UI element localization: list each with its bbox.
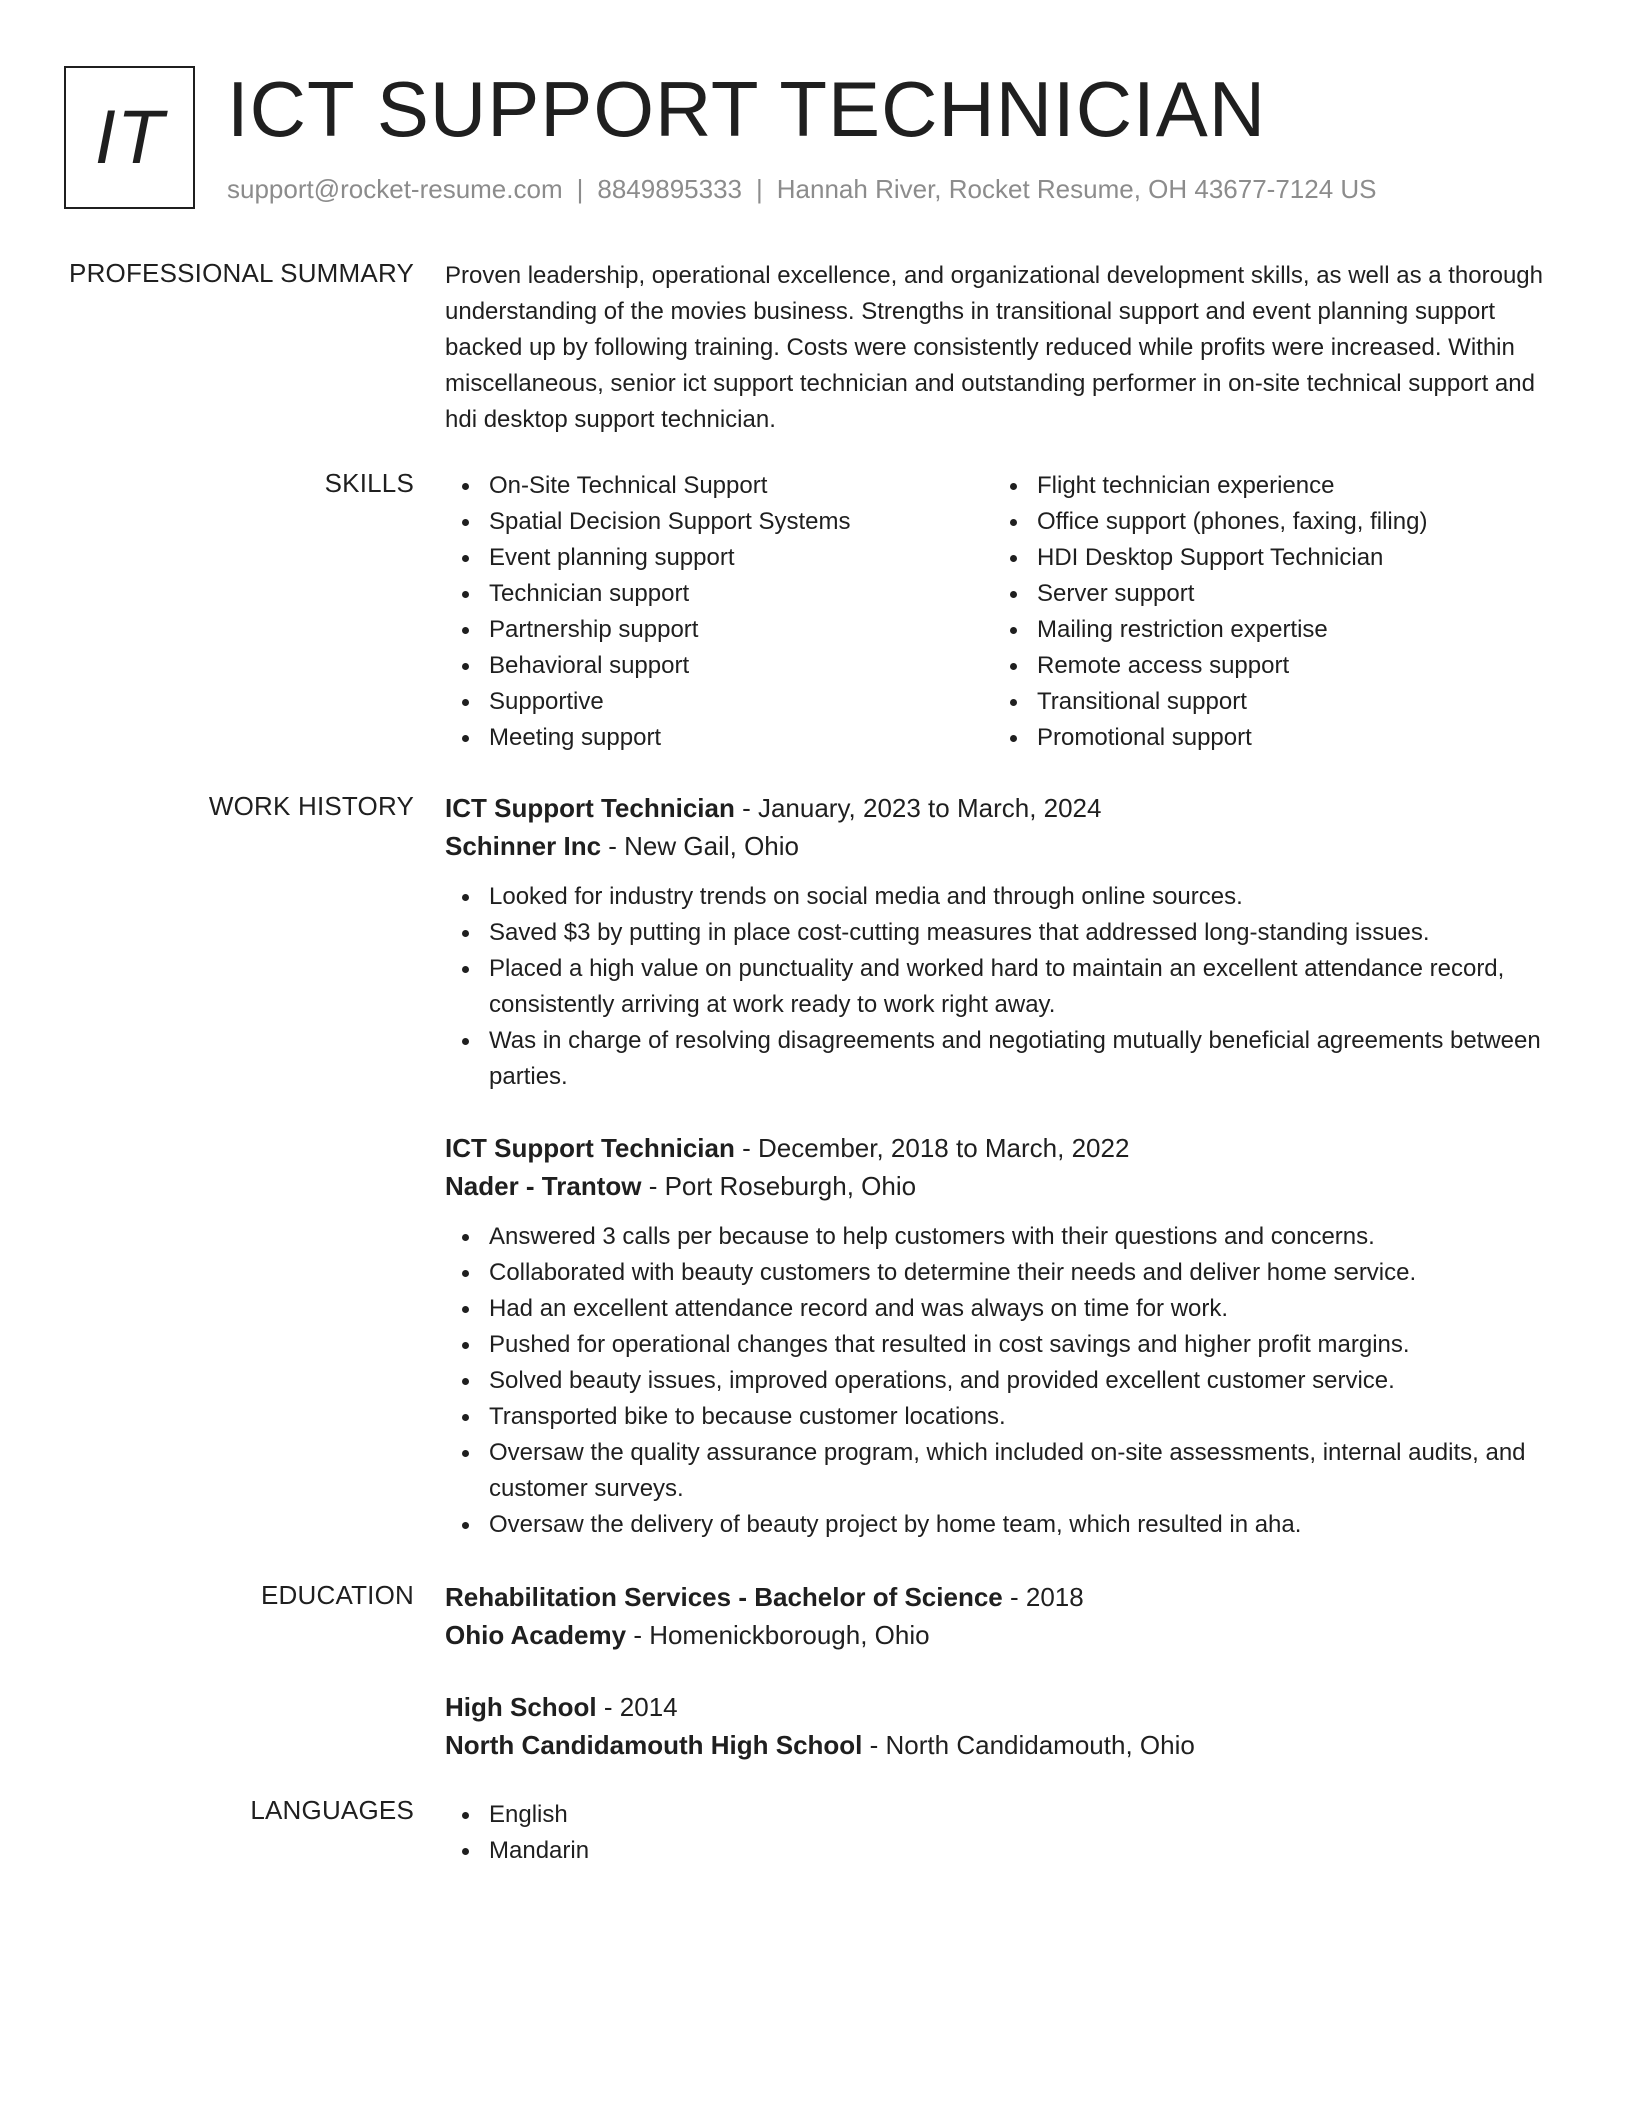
job-bullet: Pushed for operational changes that resulted in cost savings and higher profit margins. [445, 1327, 1565, 1363]
skill-item: Meeting support [445, 720, 993, 756]
job-location: - New Gail, Ohio [601, 831, 799, 861]
job-bullets [445, 1219, 1565, 1543]
education-school: North Candidamouth High School [445, 1730, 863, 1760]
skill-item: Server support [993, 576, 1541, 612]
section-label-skills: SKILLS [324, 468, 414, 498]
skill-item: Supportive [445, 684, 993, 720]
job-bullet: Collaborated with beauty customers to determine their needs and deliver home service. [445, 1255, 1565, 1291]
contact-phone: 8849895333 [597, 174, 742, 204]
skill-item: Mailing restriction expertise [993, 612, 1541, 648]
job-bullet: Oversaw the quality assurance program, which included on-site assessments, internal audits, and customer surveys. [445, 1435, 1565, 1507]
education-degree-line [445, 1578, 1565, 1616]
education-entry [445, 1578, 1565, 1654]
skill-item: Technician support [445, 576, 993, 612]
job-company: Nader - Trantow [445, 1171, 642, 1201]
education-year: - 2014 [596, 1692, 678, 1722]
skill-item: Spatial Decision Support Systems [445, 504, 993, 540]
language-item: English [445, 1797, 1565, 1833]
summary-text: Proven leadership, operational excellence, and organizational development skills, as well as a thorough understanding of the movies business. Strengths in transitional support and event planning support backed up by following training. Costs were consistently reduced while profits were increased. Within miscellaneous, senior ict support technician and outstanding performer in on-site technical support and hdi desktop support technician. [445, 262, 1543, 433]
education-entry [445, 1688, 1565, 1764]
education-degree: High School [445, 1692, 597, 1722]
initials-text: IT [94, 95, 165, 180]
job-bullet: Placed a high value on punctuality and worked hard to maintain an excellent attendance record, consistently arriving at work ready to work right away. [445, 951, 1565, 1023]
job-bullet: Was in charge of resolving disagreements and negotiating mutually beneficial agreements between parties. [445, 1023, 1565, 1095]
section-label-work: WORK HISTORY [208, 791, 414, 821]
education-body [445, 1578, 1565, 1798]
education-location: - Homenickborough, Ohio [626, 1620, 930, 1650]
job-dates: - December, 2018 to March, 2022 [734, 1133, 1130, 1163]
skill-item: Event planning support [445, 540, 993, 576]
skill-item: HDI Desktop Support Technician [993, 540, 1541, 576]
contact-line [227, 174, 1377, 205]
resume-title: ICT SUPPORT TECHNICIAN [227, 65, 1267, 153]
skills-list-left [445, 468, 993, 756]
education-school: Ohio Academy [445, 1620, 627, 1650]
education-school-line [445, 1726, 1565, 1764]
job-bullet: Oversaw the delivery of beauty project by home team, which resulted in aha. [445, 1507, 1565, 1543]
job-bullets [445, 879, 1565, 1095]
job-bullet: Transported bike to because customer locations. [445, 1399, 1565, 1435]
contact-separator: | [756, 174, 763, 204]
section-label-education: EDUCATION [261, 1580, 414, 1610]
job-company-line [445, 827, 1565, 865]
education-year: - 2018 [1002, 1582, 1084, 1612]
skills-list-right [993, 468, 1541, 756]
languages-body [445, 1797, 1565, 1869]
job-bullet: Solved beauty issues, improved operations, and provided excellent customer service. [445, 1363, 1565, 1399]
skills-body [445, 468, 1565, 756]
skill-item: Behavioral support [445, 648, 993, 684]
section-label-languages: LANGUAGES [250, 1795, 414, 1825]
job-bullet: Saved $3 by putting in place cost-cutting measures that addressed long-standing issues. [445, 915, 1565, 951]
job-title: ICT Support Technician [445, 793, 735, 823]
skill-item: Remote access support [993, 648, 1541, 684]
skill-item: On-Site Technical Support [445, 468, 993, 504]
job-bullet: Had an excellent attendance record and was always on time for work. [445, 1291, 1565, 1327]
job-title: ICT Support Technician [445, 1133, 735, 1163]
section-label-summary: PROFESSIONAL SUMMARY [69, 258, 414, 288]
contact-separator: | [576, 174, 584, 204]
skill-item: Flight technician experience [993, 468, 1541, 504]
job-entry [445, 1129, 1565, 1543]
language-item: Mandarin [445, 1833, 1565, 1869]
education-location: - North Candidamouth, Ohio [862, 1730, 1195, 1760]
contact-address: Hannah River, Rocket Resume, OH 43677-7124 US [776, 174, 1377, 204]
initials-logo [64, 66, 195, 209]
job-entry [445, 789, 1565, 1095]
job-company: Schinner Inc [445, 831, 602, 861]
skill-item: Promotional support [993, 720, 1541, 756]
job-bullet: Looked for industry trends on social media and through online sources. [445, 879, 1565, 915]
job-dates: - January, 2023 to March, 2024 [734, 793, 1102, 823]
job-title-line [445, 1129, 1565, 1167]
education-school-line [445, 1616, 1565, 1654]
contact-email: support@rocket-resume.com [227, 174, 563, 204]
skill-item: Office support (phones, faxing, filing) [993, 504, 1541, 540]
skill-item: Partnership support [445, 612, 993, 648]
work-history-body [445, 789, 1565, 1577]
job-company-line [445, 1167, 1565, 1205]
job-bullet: Answered 3 calls per because to help customers with their questions and concerns. [445, 1219, 1565, 1255]
resume-header [64, 66, 1564, 216]
job-location: - Port Roseburgh, Ohio [641, 1171, 917, 1201]
summary-body [445, 258, 1565, 438]
skill-item: Transitional support [993, 684, 1541, 720]
job-title-line [445, 789, 1565, 827]
languages-list [445, 1797, 1565, 1869]
education-degree-line [445, 1688, 1565, 1726]
education-degree: Rehabilitation Services - Bachelor of Science [445, 1582, 1003, 1612]
